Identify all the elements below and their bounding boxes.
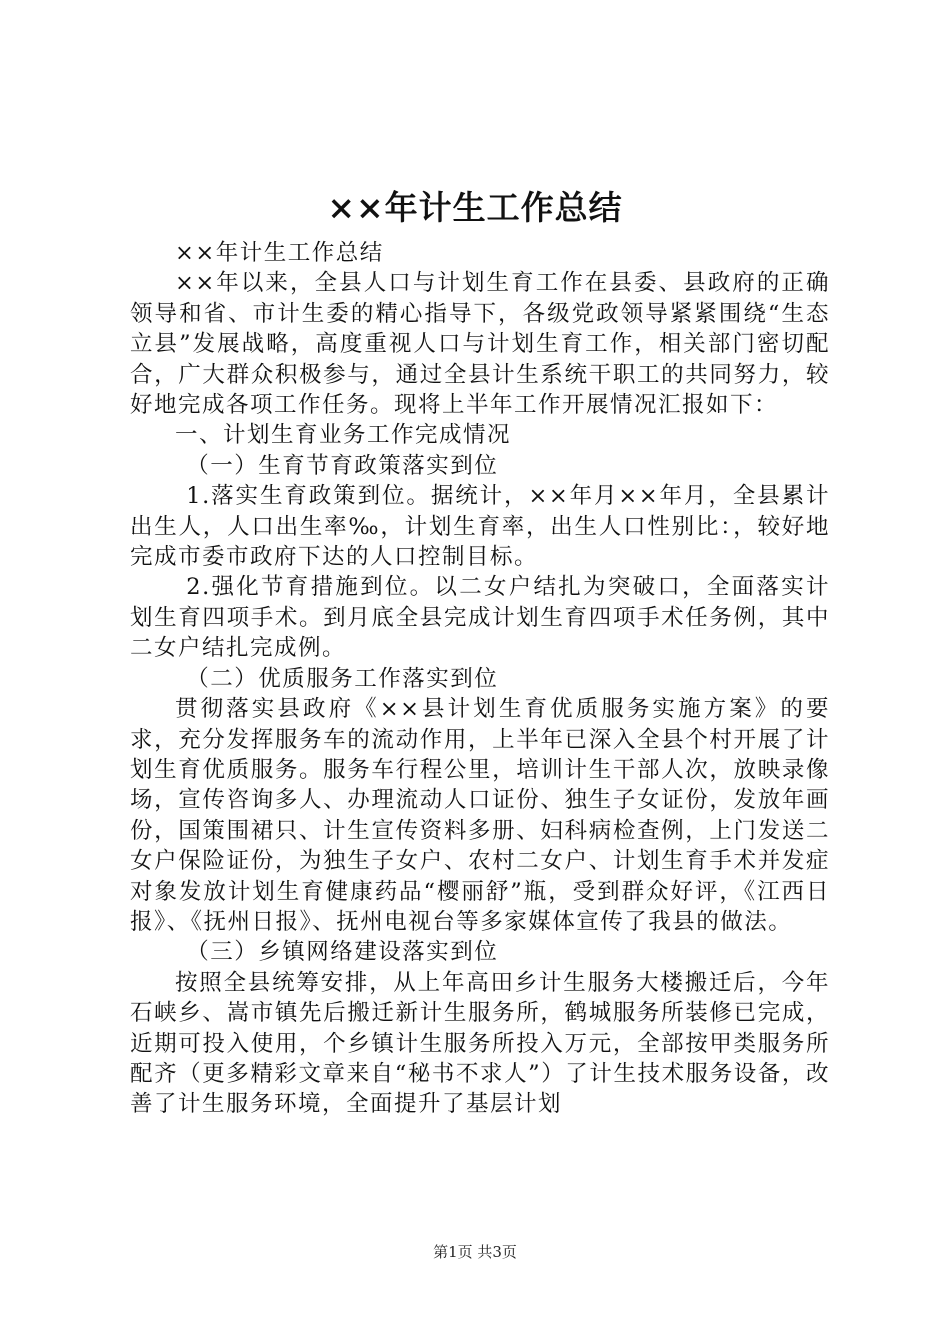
body-paragraph: ××年计生工作总结 <box>175 240 384 266</box>
body-paragraph: 2.强化节育措施到位。以二女户结扎为突破口，全面落实计划生育四项手术。到月底全县完成计划生育四项手术任务例，其中二女户结扎完成例。 <box>130 574 830 662</box>
section-heading: 一、计划生育业务工作完成情况 <box>175 422 512 449</box>
body-paragraph: 1.落实生育政策到位。据统计，××年月××年月，全县累计出生人，人口出生率‰，计划生育率，出生人口性别比：，较好地完成市委市政府下达的人口控制目标。 <box>130 483 830 571</box>
document-body <box>130 238 830 1120</box>
subsection-heading: （二）优质服务工作落实到位 <box>186 665 499 692</box>
page-footer: 第1页 共3页 <box>433 1243 517 1261</box>
subsection-heading: （三）乡镇网络建设落实到位 <box>186 939 499 966</box>
body-paragraph: 按照全县统筹安排，从上年高田乡计生服务大楼搬迁后，今年石峡乡、嵩市镇先后搬迁新计生服务所，鹤城服务所装修已完成，近期可投入使用，个乡镇计生服务所投入万元，全部按甲类服务所配齐（更多精彩文章来自“秘书不求人”）了计生技术服务设备，改善了计生服务环境，全面提升了基层计划 <box>130 969 830 1118</box>
body-paragraph: 贯彻落实县政府《××县计划生育优质服务实施方案》的要求，充分发挥服务车的流动作用，上半年已深入全县个村开展了计划生育优质服务。服务车行程公里，培训计生干部人次，放映录像场，宣传咨询多人、办理流动人口证份、独生子女证份，发放年画份，国策围裙只、计生宣传资料多册、妇科病检查例，上门发送二女户保险证份，为独生子女户、农村二女户、计划生育手术并发症对象发放计划生育健康药品“樱丽舒”瓶，受到群众好评，《江西日报》、《抚州日报》、抚州电视台等多家媒体宣传了我县的做法。 <box>130 696 830 935</box>
document-title: ××年计生工作总结 <box>327 188 623 227</box>
subsection-heading: （一）生育节育政策落实到位 <box>186 452 499 479</box>
body-paragraph: ××年以来，全县人口与计划生育工作在县委、县政府的正确领导和省、市计生委的精心指导下，各级党政领导紧紧围绕“生态立县”发展战略，高度重视人口与计划生育工作，相关部门密切配合，广大群众积极参与，通过全县计生系统干职工的共同努力，较好地完成各项工作任务。现将上半年工作开展情况汇报如下： <box>130 270 830 419</box>
